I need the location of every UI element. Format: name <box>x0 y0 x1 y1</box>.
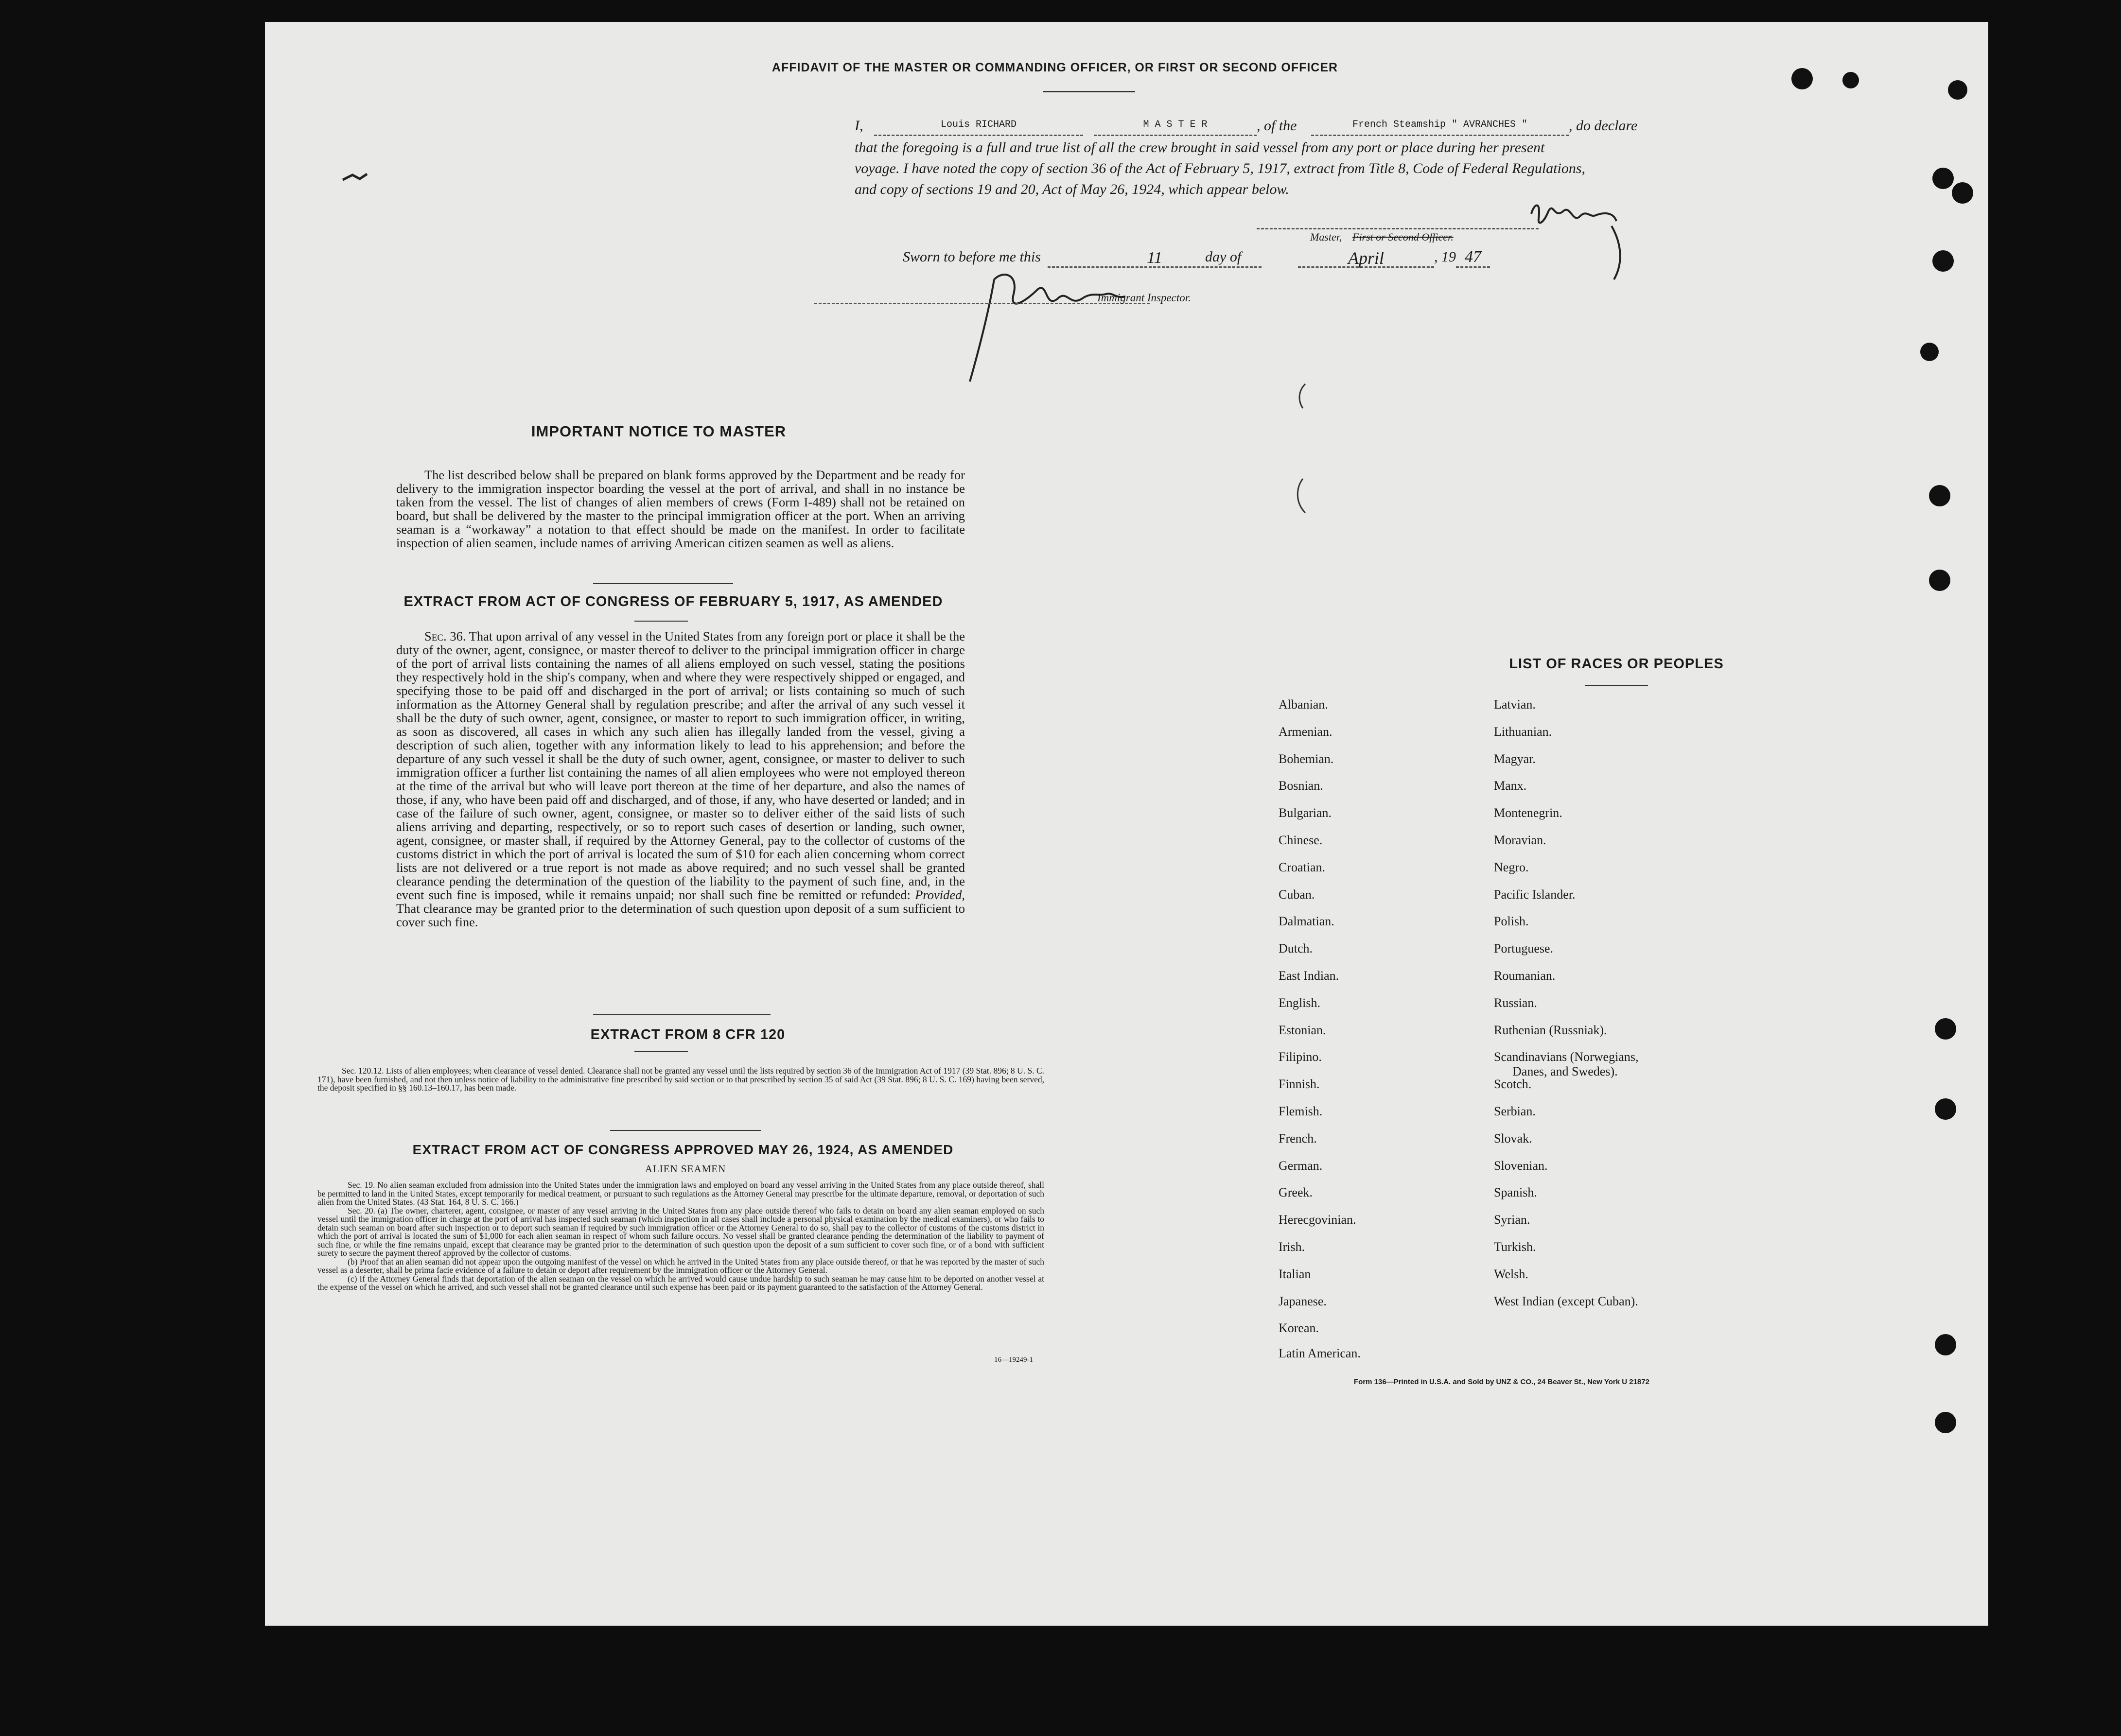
divider <box>1043 91 1135 92</box>
extract-cfr-body <box>317 1067 1044 1093</box>
race-item: Croatian. <box>1279 860 1326 874</box>
race-item: French. <box>1279 1131 1317 1146</box>
extract-1924-body <box>317 1181 1044 1292</box>
race-item: Albanian. <box>1279 697 1328 712</box>
race-item: German. <box>1279 1158 1323 1173</box>
master-signature <box>1373 185 1801 311</box>
race-item: Greek. <box>1279 1185 1313 1200</box>
inspector-signature <box>921 260 1262 391</box>
section-20a-paragraph: Sec. 20. (a) The owner, charterer, agent, consignee, or master of any vessel arriving in the United States from any place outside thereof who fails to detain on board any alien seaman employed on such vessel until the immigration officer in charge at the port of arrival has inspected such seaman (which inspection in all cases shall include a personal physical examination by the medical examiners), or who fails to detain such seaman on board after such inspection or to deport such seaman if required by such immigration officer or the Attorney General to do so, shall pay to the collector of customs of the customs district in which the port of arrival is located the sum of $1,000 for each alien seaman in respect of whom such failure occurs. No vessel shall be granted clearance pending the determination of the liability to payment of such fine, or while the fine remains unpaid, except that clearance may be granted prior to the determination of such question upon the deposit of a sum sufficient to cover such fine, or of a bond with sufficient surety to secure the payment thereof approved by the collector of customs. <box>317 1205 1044 1258</box>
punch-hole <box>1935 1334 1956 1355</box>
race-item: Irish. <box>1279 1240 1305 1254</box>
race-item: Bulgarian. <box>1279 806 1332 820</box>
punch-hole <box>1929 570 1950 591</box>
inspector-label: Immigrant Inspector. <box>1097 292 1191 304</box>
extract-1917-title: EXTRACT FROM ACT OF CONGRESS OF FEBRUARY 5, 1917, AS AMENDED <box>403 594 943 609</box>
race-item: Finnish. <box>1279 1077 1320 1092</box>
race-item: Dalmatian. <box>1279 914 1334 929</box>
race-item: Cuban. <box>1279 887 1315 902</box>
declaration-line-2: that the foregoing is a full and true list of all the crew brought in said vessel from any port or place during her present <box>855 139 1545 156</box>
sworn-prefix: Sworn to before me this <box>903 249 1041 265</box>
race-item: Korean. <box>1279 1321 1319 1336</box>
notice-body <box>396 468 965 550</box>
race-item: Danes, and Swedes). <box>1512 1064 1618 1079</box>
day-of-label: day of <box>1203 249 1243 265</box>
divider <box>1585 685 1648 686</box>
punch-hole <box>1791 68 1813 89</box>
declaration-prefix: I, <box>855 118 863 134</box>
do-declare-label: , do declare <box>1569 118 1638 134</box>
notice-title: IMPORTANT NOTICE TO MASTER <box>531 423 787 440</box>
race-item: Welsh. <box>1494 1267 1528 1281</box>
declaration-line-4: and copy of sections 19 and 20, Act of May 26, 1924, which appear below. <box>855 181 1289 197</box>
month-field: April <box>1298 248 1434 268</box>
punch-hole <box>1932 168 1954 189</box>
section-label: Sec. 36. <box>424 629 466 643</box>
section-19-paragraph: Sec. 19. No alien seaman excluded from admission into the United States under the immigration laws and employed on board any vessel arriving in the United States from any place outside thereof, shall be permitted to land in the United States, except temporarily for medical treatment, or pursuant to such regulations as the Attorney General may prescribe for the ultimate departure, removal, or deportation of such alien from the United States. (43 Stat. 164, 8 U. S. C. 166.) <box>317 1180 1044 1207</box>
race-item: Roumanian. <box>1494 969 1556 983</box>
race-item: Syrian. <box>1494 1213 1530 1227</box>
race-item: Serbian. <box>1494 1104 1536 1118</box>
race-item: Pacific Islander. <box>1494 887 1576 902</box>
struck-officer-label: First or Second Officer. <box>1352 231 1454 243</box>
rank-field: M A S T E R <box>1094 119 1257 136</box>
race-item: Slovak. <box>1494 1131 1532 1146</box>
day-field: 11 <box>1048 249 1262 268</box>
race-item: Lithuanian. <box>1494 724 1552 739</box>
race-item: Polish. <box>1494 914 1529 929</box>
race-item: Latin American. <box>1279 1346 1361 1361</box>
race-item: Portuguese. <box>1494 941 1554 956</box>
extract-1924-title: EXTRACT FROM ACT OF CONGRESS APPROVED MAY 26, 1924, AS AMENDED <box>412 1142 954 1157</box>
year-field: 47 <box>1456 248 1490 268</box>
cfr-paragraph: Sec. 120.12. Lists of alien employees; when clearance of vessel denied. Clearance shall not be granted any vessel until the lists required by section 36 of the Immigration Act of 1917 (39 Stat. 896; 8 U. S. C. 171), have been furnished, and not then unless notice of liability to the administrative fine prescribed by said section or to that prescribed by section 35 of said Act (39 Stat. 896; 8 U. S. C. 169) having been served, the deposit specified in §§ 160.13–160.17, has been made. <box>317 1066 1044 1093</box>
race-item: Negro. <box>1494 860 1529 874</box>
race-item: Chinese. <box>1279 833 1323 847</box>
race-item: Ruthenian (Russniak). <box>1494 1023 1607 1037</box>
divider <box>593 583 733 584</box>
race-item: Spanish. <box>1494 1185 1537 1200</box>
of-the-label: , of the <box>1257 118 1297 134</box>
master-label: Master, <box>1310 231 1342 243</box>
punch-hole <box>1935 1018 1956 1040</box>
race-item: Armenian. <box>1279 724 1332 739</box>
race-item: Scandinavians (Norwegians, <box>1494 1050 1639 1064</box>
race-item: Slovenian. <box>1494 1158 1548 1173</box>
punch-hole <box>1920 343 1939 361</box>
margin-mark <box>1293 382 1313 527</box>
race-item: Dutch. <box>1279 941 1313 956</box>
race-item: Scotch. <box>1494 1077 1532 1092</box>
punch-hole <box>1952 182 1973 204</box>
race-item: English. <box>1279 995 1320 1010</box>
section-20c-paragraph: (c) If the Attorney General finds that deportation of the alien seaman on the vessel on which he arrived would cause undue hardship to such seaman he may cause him to be deported on another vessel at the expense of the vessel on which he arrived, and such vessel shall not be granted clearance until such expense has been paid or its payment guaranteed to the satisfaction of the Attorney General. <box>317 1273 1044 1292</box>
race-item: Magyar. <box>1494 751 1536 766</box>
section-20b-paragraph: (b) Proof that an alien seaman did not appear upon the outgoing manifest of the vessel on which he arrived in the United States from any place outside thereof, or that he was reported by the master of such vessel as a deserter, shall be prima facie evidence of a failure to detain or deport after requirement by the immigration officer or the Attorney General. <box>317 1256 1044 1275</box>
punch-hole <box>1842 72 1859 88</box>
race-item: Montenegrin. <box>1494 806 1562 820</box>
race-item: Latvian. <box>1494 697 1536 712</box>
signature-line-master <box>1257 228 1539 229</box>
race-item: Manx. <box>1494 779 1527 793</box>
races-title: LIST OF RACES OR PEOPLES <box>1509 656 1724 672</box>
punch-hole <box>1935 1412 1956 1433</box>
form-code: 16—19249-1 <box>994 1356 1033 1364</box>
race-item: Moravian. <box>1494 833 1546 847</box>
notice-paragraph: The list described below shall be prepared on blank forms approved by the Department and be ready for delivery to the immigration inspector boarding the vessel at the port of arrival, and shall in no instance be taken from the vessel. The list of changes of alien members of crews (Form I-489) shall not be retained on board, but shall be delivered by the master to the principal immigration officer at the port. When an arriving seaman is a “workaway” a notation to that effect should be made on the manifest. In order to facilitate inspection of alien seamen, include names of arriving American citizen seamen as well as aliens. <box>396 468 965 550</box>
punch-hole <box>1932 250 1954 272</box>
race-item: Japanese. <box>1279 1294 1327 1308</box>
race-item: Italian <box>1279 1267 1311 1281</box>
declaration-line-3: voyage. I have noted the copy of section 36 of the Act of February 5, 1917, extract from Title 8, Code of Federal Regulations, <box>855 160 1586 176</box>
divider <box>634 1051 688 1052</box>
extract-cfr-title: EXTRACT FROM 8 CFR 120 <box>590 1027 786 1042</box>
punch-hole <box>1929 485 1950 506</box>
race-item: Flemish. <box>1279 1104 1323 1118</box>
printer-footer: Form 136—Printed in U.S.A. and Sold by UNZ & CO., 24 Beaver St., New York U 21872 <box>1354 1378 1649 1386</box>
race-item: West Indian (except Cuban). <box>1494 1294 1638 1308</box>
race-item: Estonian. <box>1279 1023 1326 1037</box>
race-item: East Indian. <box>1279 969 1339 983</box>
punch-hole <box>1948 80 1967 100</box>
section-36-text: That upon arrival of any vessel in the United States from any foreign port or place it shall be the duty of the owner, agent, consignee, or master thereof to deliver to the principal immigration officer in charge of the port of arrival lists containing the names of all aliens employed on such vessel, stating the positions they respectively hold in the ship's company, when and where they were respectively shipped or engaged, and specifying those to be paid off and discharged in the port of arrival; or lists containing so much of such information as the Attorney General shall by regulation prescribe; and after the arrival of any such vessel it shall be the duty of such owner, agent, consignee, or master to report to such immigration officer, in writing, as soon as discovered, all cases in which any such alien has illegally landed from the vessel, giving a description of such alien, together with any information likely to lead to his apprehension; and before the departure of any such vessel it shall be the duty of such owner, agent, consignee, or master to deliver to such immigration officer a further list containing the names of all alien employees who were not employed thereon at the time of the arrival but who will leave port thereon at the time of her departure, and also the names of those, if any, who have been paid off and discharged, and of those, if any, who have deserted or landed; and in case of the failure of such owner, agent, consignee, or master so to deliver either of the said lists of such aliens arriving and departing, respectively, or so to report such cases of desertion or landing, such owner, agent, consignee, or master shall, if required by the Attorney General, pay to the collector of customs of the customs district in which the port of arrival is located the sum of $10 for each alien concerning whom correct lists are not delivered or a true report is not made as above required; and no such vessel shall be granted clearance pending the determination of the question of the liability to the payment of such fine, and, in the event such fine is imposed, while it remains unpaid; nor shall such fine be remitted or refunded: <box>396 629 965 902</box>
divider <box>593 1014 771 1015</box>
section-36-paragraph <box>396 629 965 929</box>
extract-1917-body <box>396 629 965 929</box>
divider <box>634 621 688 622</box>
divider <box>610 1130 761 1131</box>
race-item: Filipino. <box>1279 1050 1322 1064</box>
affidavit-title: AFFIDAVIT OF THE MASTER OR COMMANDING OFFICER, OR FIRST OR SECOND OFFICER <box>771 61 1338 74</box>
race-item: Bohemian. <box>1279 751 1334 766</box>
race-item: Russian. <box>1494 995 1537 1010</box>
year-label: , 19 <box>1434 249 1456 265</box>
race-item: Bosnian. <box>1279 779 1323 793</box>
alien-seamen-subtitle: ALIEN SEAMEN <box>645 1163 726 1175</box>
vessel-name-field: French Steamship " AVRANCHES " <box>1311 119 1569 136</box>
race-item: Herecgovinian. <box>1279 1213 1356 1227</box>
master-name-field: Louis RICHARD <box>874 119 1083 136</box>
punch-hole <box>1935 1098 1956 1120</box>
margin-mark <box>340 170 369 185</box>
section-36-text-end: That clearance may be granted prior to the determination of such question upon deposit of a sum sufficient to cover such fine. <box>396 901 965 929</box>
document-page <box>265 22 1988 1626</box>
provided-term: Provided, <box>915 887 965 902</box>
race-item: Turkish. <box>1494 1240 1536 1254</box>
